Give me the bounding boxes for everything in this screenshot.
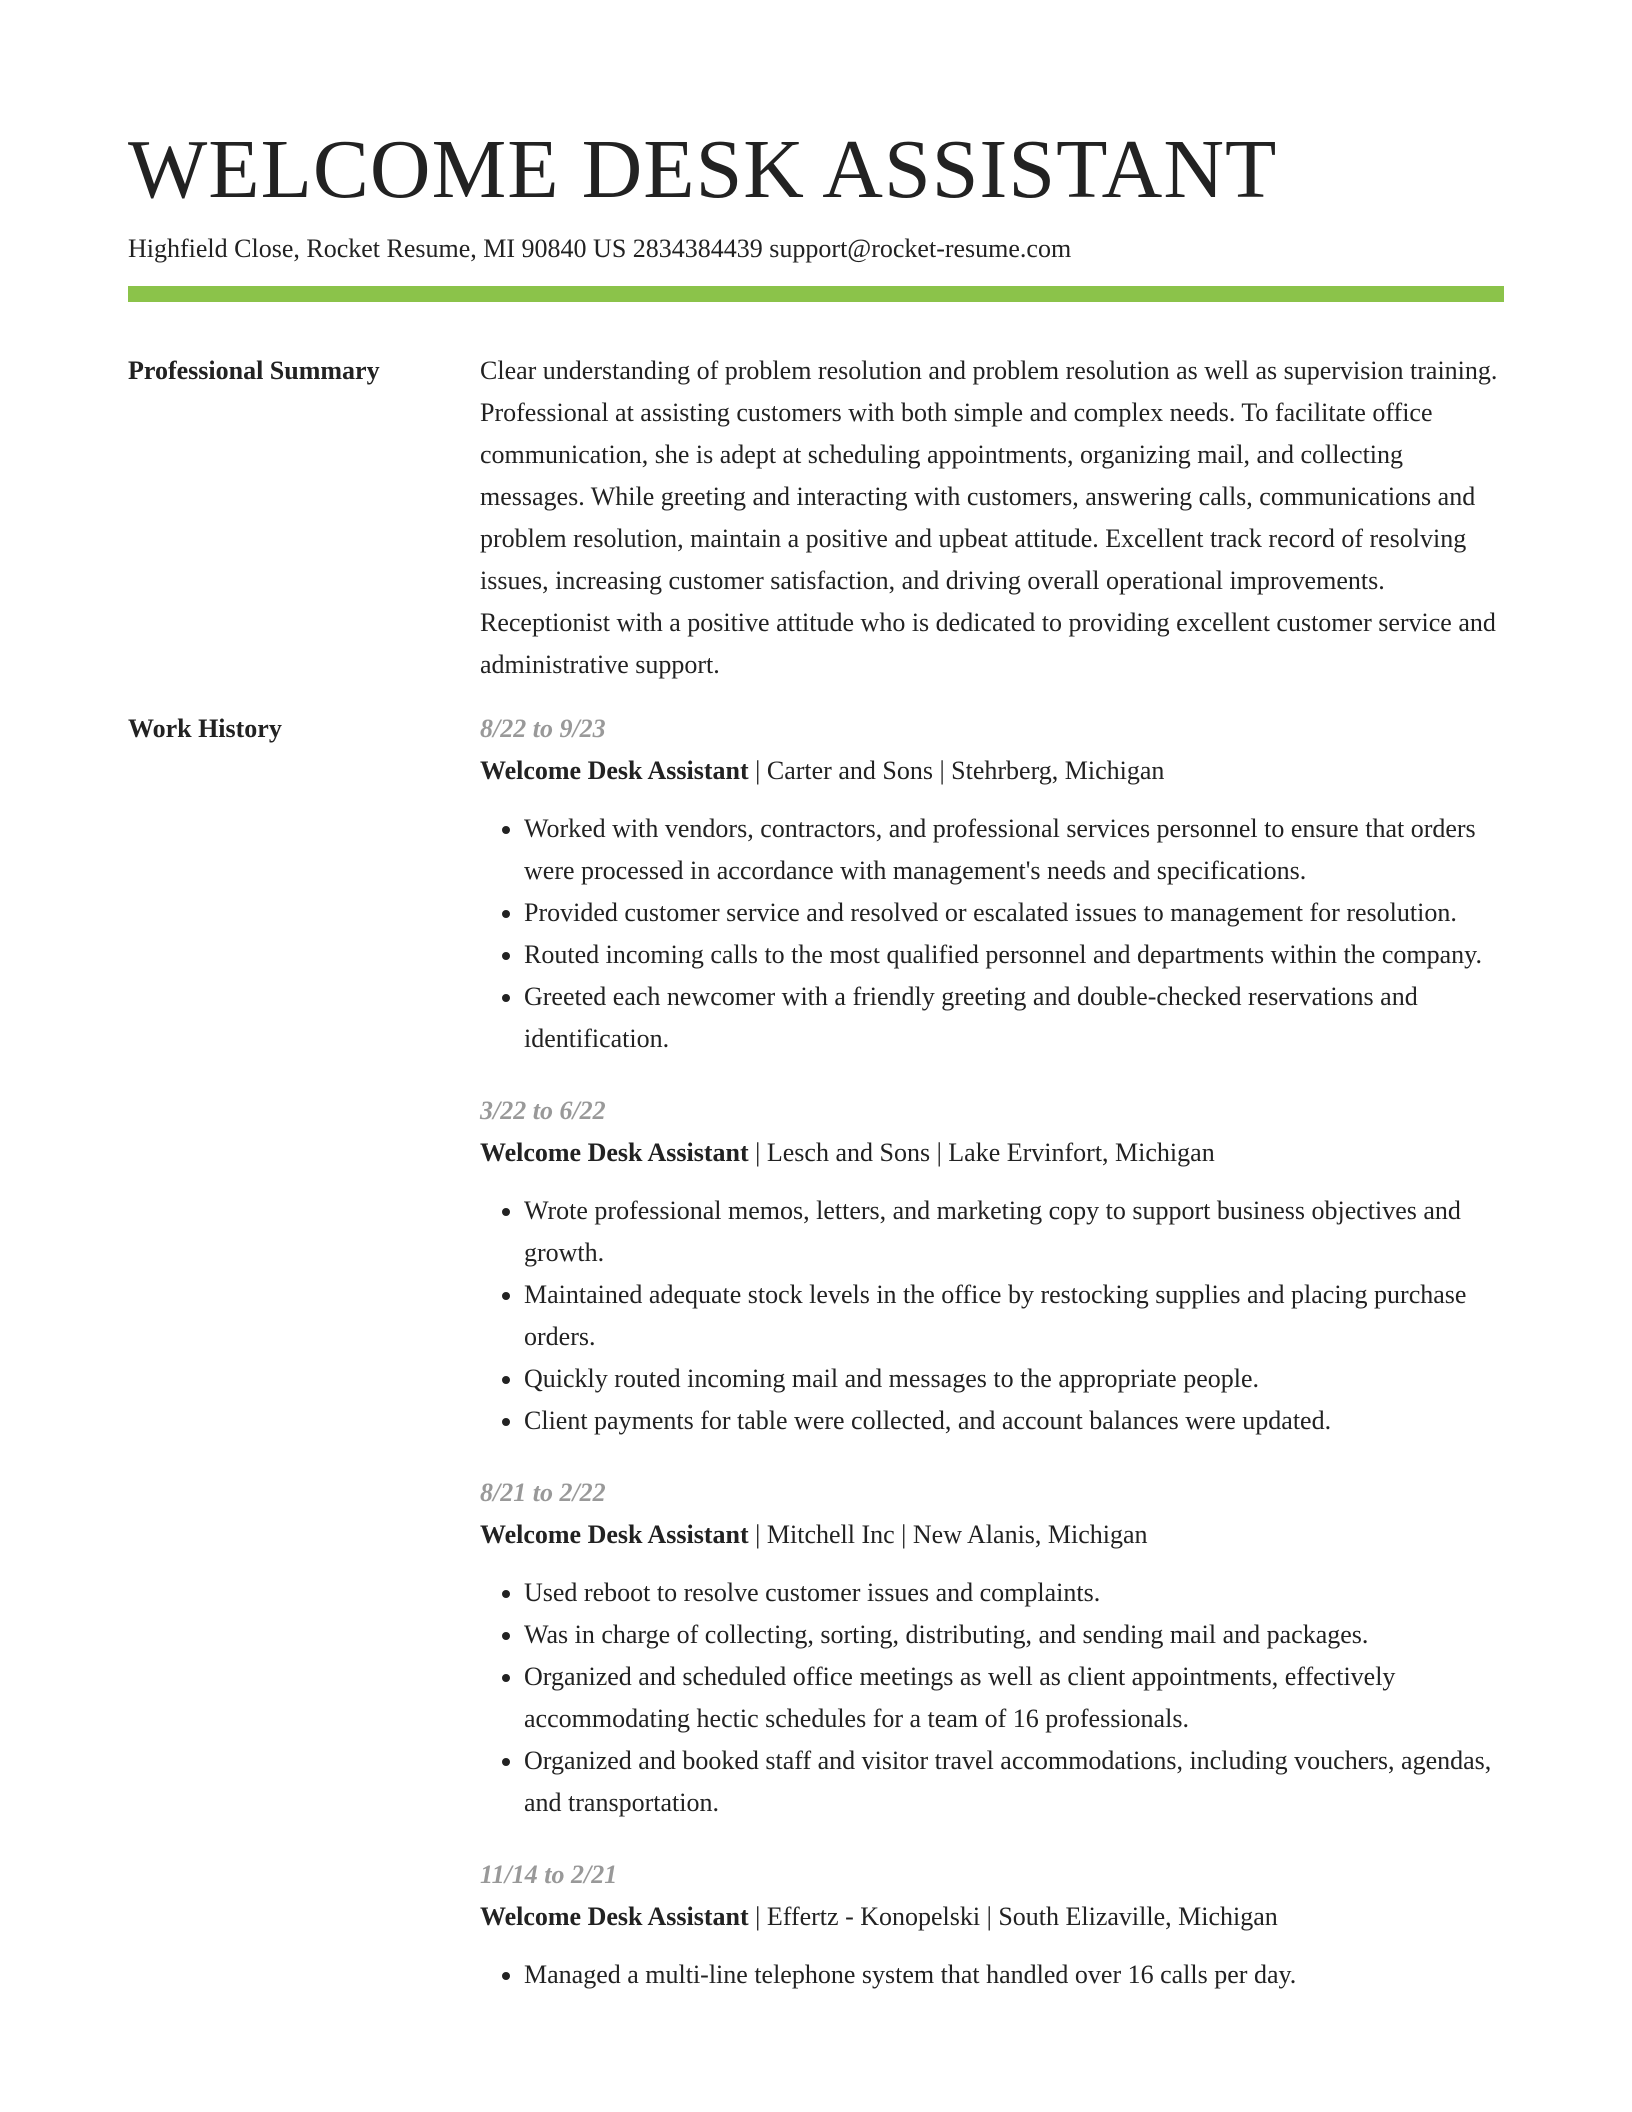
resume-title: WELCOME DESK ASSISTANT bbox=[128, 123, 1278, 216]
job-heading bbox=[480, 1514, 1504, 1556]
job-dates: 3/22 to 6/22 bbox=[480, 1096, 606, 1125]
job-title: Welcome Desk Assistant bbox=[480, 1520, 749, 1549]
job-title: Welcome Desk Assistant bbox=[480, 1138, 749, 1167]
job-bullets bbox=[480, 808, 1504, 1060]
job-bullet: • Worked with vendors, contractors, and professional services personnel to ensure that orders were processed in accordance with management's needs and specifications. bbox=[524, 808, 1504, 892]
section-label-summary: Professional Summary bbox=[128, 356, 380, 385]
resume-body bbox=[128, 350, 1504, 2048]
job-bullet: • Wrote professional memos, letters, and marketing copy to support business objectives and growth. bbox=[524, 1190, 1504, 1274]
job-bullet: • Organized and scheduled office meetings as well as client appointments, effectively accommodating hectic schedules for a team of 16 professionals. bbox=[524, 1656, 1504, 1740]
job-dates: 11/14 to 2/21 bbox=[480, 1860, 618, 1889]
job-employer-location: | Effertz - Konopelski | South Elizaville, Michigan bbox=[748, 1902, 1278, 1931]
job-bullet: • Managed a multi-line telephone system that handled over 16 calls per day. bbox=[524, 1954, 1504, 1996]
job-bullet: • Routed incoming calls to the most qualified personnel and departments within the company. bbox=[524, 934, 1504, 976]
summary-text: Clear understanding of problem resolution and problem resolution as well as supervision training. Professional at assisting customers with both simple and complex needs. To facilitate office communication, she is adept at scheduling appointments, organizing mail, and collecting messages. While greeting and interacting with customers, answering calls, communications and problem resolution, maintain a positive and upbeat attitude. Excellent track record of resolving issues, increasing customer satisfaction, and driving overall operational improvements. Receptionist with a positive attitude who is dedicated to providing excellent customer service and administrative support. bbox=[480, 356, 1498, 679]
job-bullet: • Quickly routed incoming mail and messages to the appropriate people. bbox=[524, 1358, 1504, 1400]
job-heading bbox=[480, 1132, 1504, 1174]
job-heading bbox=[480, 1896, 1504, 1938]
job-dates: 8/22 to 9/23 bbox=[480, 714, 606, 743]
contact-line: Highfield Close, Rocket Resume, MI 90840 US 2834384439 support@rocket-resume.com bbox=[128, 234, 1072, 263]
job-heading bbox=[480, 750, 1504, 792]
job-employer-location: | Mitchell Inc | New Alanis, Michigan bbox=[748, 1520, 1148, 1549]
summary-content bbox=[480, 350, 1504, 686]
job-bullets bbox=[480, 1572, 1504, 1824]
job-entry bbox=[480, 1854, 1504, 1996]
job-bullet: • Used reboot to resolve customer issues and complaints. bbox=[524, 1572, 1504, 1614]
summary-section bbox=[128, 350, 1504, 686]
job-bullet: • Greeted each newcomer with a friendly greeting and double-checked reservations and identification. bbox=[524, 976, 1504, 1060]
job-employer-location: | Carter and Sons | Stehrberg, Michigan bbox=[748, 756, 1165, 785]
job-bullet: • Client payments for table were collected, and account balances were updated. bbox=[524, 1400, 1504, 1442]
job-dates: 8/21 to 2/22 bbox=[480, 1478, 606, 1507]
job-entry bbox=[480, 1090, 1504, 1442]
job-bullets bbox=[480, 1954, 1504, 1996]
work-history-content bbox=[480, 708, 1504, 2026]
job-bullet: • Organized and booked staff and visitor travel accommodations, including vouchers, agendas, and transportation. bbox=[524, 1740, 1504, 1824]
job-title: Welcome Desk Assistant bbox=[480, 756, 749, 785]
job-bullet: • Maintained adequate stock levels in the office by restocking supplies and placing purchase orders. bbox=[524, 1274, 1504, 1358]
job-bullet: • Provided customer service and resolved or escalated issues to management for resolution. bbox=[524, 892, 1504, 934]
accent-divider bbox=[128, 286, 1504, 302]
section-label-work-history: Work History bbox=[128, 714, 282, 743]
job-entry bbox=[480, 1472, 1504, 1824]
job-title: Welcome Desk Assistant bbox=[480, 1902, 749, 1931]
job-employer-location: | Lesch and Sons | Lake Ervinfort, Michigan bbox=[748, 1138, 1215, 1167]
work-history-section bbox=[128, 708, 1504, 2026]
job-bullets bbox=[480, 1190, 1504, 1442]
job-bullet: • Was in charge of collecting, sorting, distributing, and sending mail and packages. bbox=[524, 1614, 1504, 1656]
job-entry bbox=[480, 708, 1504, 1060]
